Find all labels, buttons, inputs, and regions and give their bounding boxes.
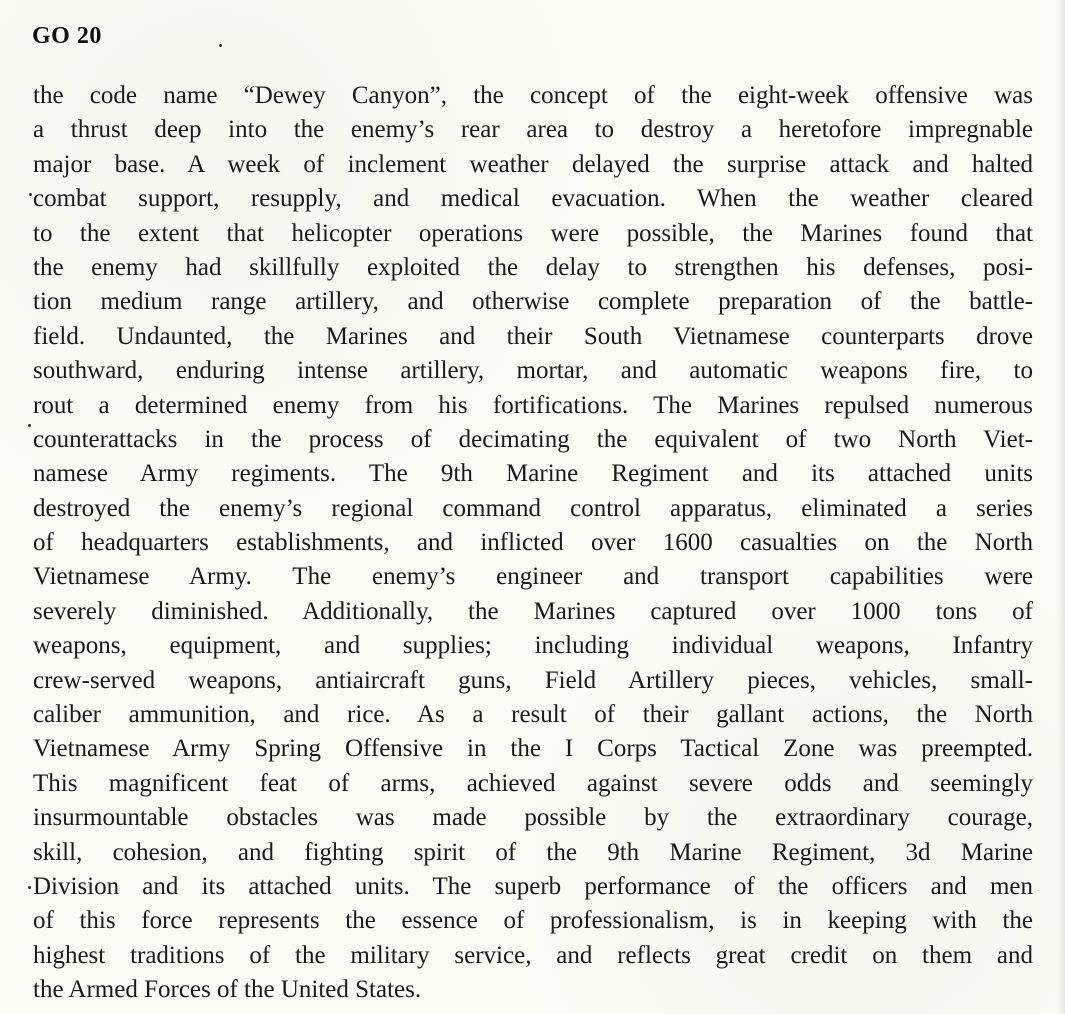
scan-speck <box>28 424 31 427</box>
text-line: major base. A week of inclement weather delayed the surprise attack and halted <box>33 150 1033 178</box>
text-line: Vietnamese Army. The enemy’s engineer and transport capabilities were <box>33 563 1033 591</box>
text-line: the Armed Forces of the United States. <box>33 976 422 1004</box>
text-line: the code name “Dewey Canyon”, the concept of the eight-week offensive was <box>33 82 1033 109</box>
text-line: skill, cohesion, and fighting spirit of the 9th Marine Regiment, 3d Marine <box>33 838 1033 866</box>
scan-speck <box>29 193 32 196</box>
text-line: insurmountable obstacles was made possible by the extraordinary courage, <box>33 804 1033 832</box>
document-header: GO 20 <box>32 23 102 49</box>
text-line: field. Undaunted, the Marines and their South Vietnamese counterparts drove <box>33 322 1033 350</box>
text-line: namese Army regiments. The 9th Marine Regiment and its attached units <box>33 460 1033 488</box>
scan-speck <box>219 44 222 47</box>
text-line: of headquarters establishments, and inflicted over 1600 casualties on the North <box>33 529 1033 557</box>
text-line: rout a determined enemy from his fortifications. The Marines repulsed numerous <box>33 391 1033 419</box>
scan-speck <box>28 886 31 889</box>
text-line: highest traditions of the military service, and reflects great credit on them and <box>33 941 1033 969</box>
text-line: of this force represents the essence of professionalism, is in keeping with the <box>33 907 1033 935</box>
document-body <box>33 79 1033 1008</box>
text-line: weapons, equipment, and supplies; including individual weapons, Infantry <box>33 632 1033 660</box>
text-line: the enemy had skillfully exploited the delay to strengthen his defenses, posi- <box>33 253 1033 281</box>
text-line: counterattacks in the process of decimating the equivalent of two North Viet- <box>33 425 1033 453</box>
text-line: combat support, resupply, and medical evacuation. When the weather cleared <box>33 185 1033 213</box>
page-edge-shadow <box>1057 0 1065 1014</box>
text-line: This magnificent feat of arms, achieved against severe odds and seemingly <box>33 769 1033 797</box>
text-line: tion medium range artillery, and otherwise complete preparation of the battle- <box>33 288 1033 316</box>
text-line: Vietnamese Army Spring Offensive in the I Corps Tactical Zone was preempted. <box>33 735 1033 763</box>
text-line: destroyed the enemy’s regional command control apparatus, eliminated a series <box>33 494 1033 522</box>
text-line: severely diminished. Additionally, the Marines captured over 1000 tons of <box>33 597 1033 625</box>
text-line: caliber ammunition, and rice. As a result of their gallant actions, the North <box>33 701 1033 729</box>
text-line: crew-served weapons, antiaircraft guns, Field Artillery pieces, vehicles, small- <box>33 666 1033 694</box>
text-line: to the extent that helicopter operations were possible, the Marines found that <box>33 219 1033 247</box>
text-line: a thrust deep into the enemy’s rear area to destroy a heretofore impregnable <box>33 116 1033 144</box>
text-line: Division and its attached units. The superb performance of the officers and men <box>33 872 1033 900</box>
text-line: southward, enduring intense artillery, mortar, and automatic weapons fire, to <box>33 357 1033 385</box>
